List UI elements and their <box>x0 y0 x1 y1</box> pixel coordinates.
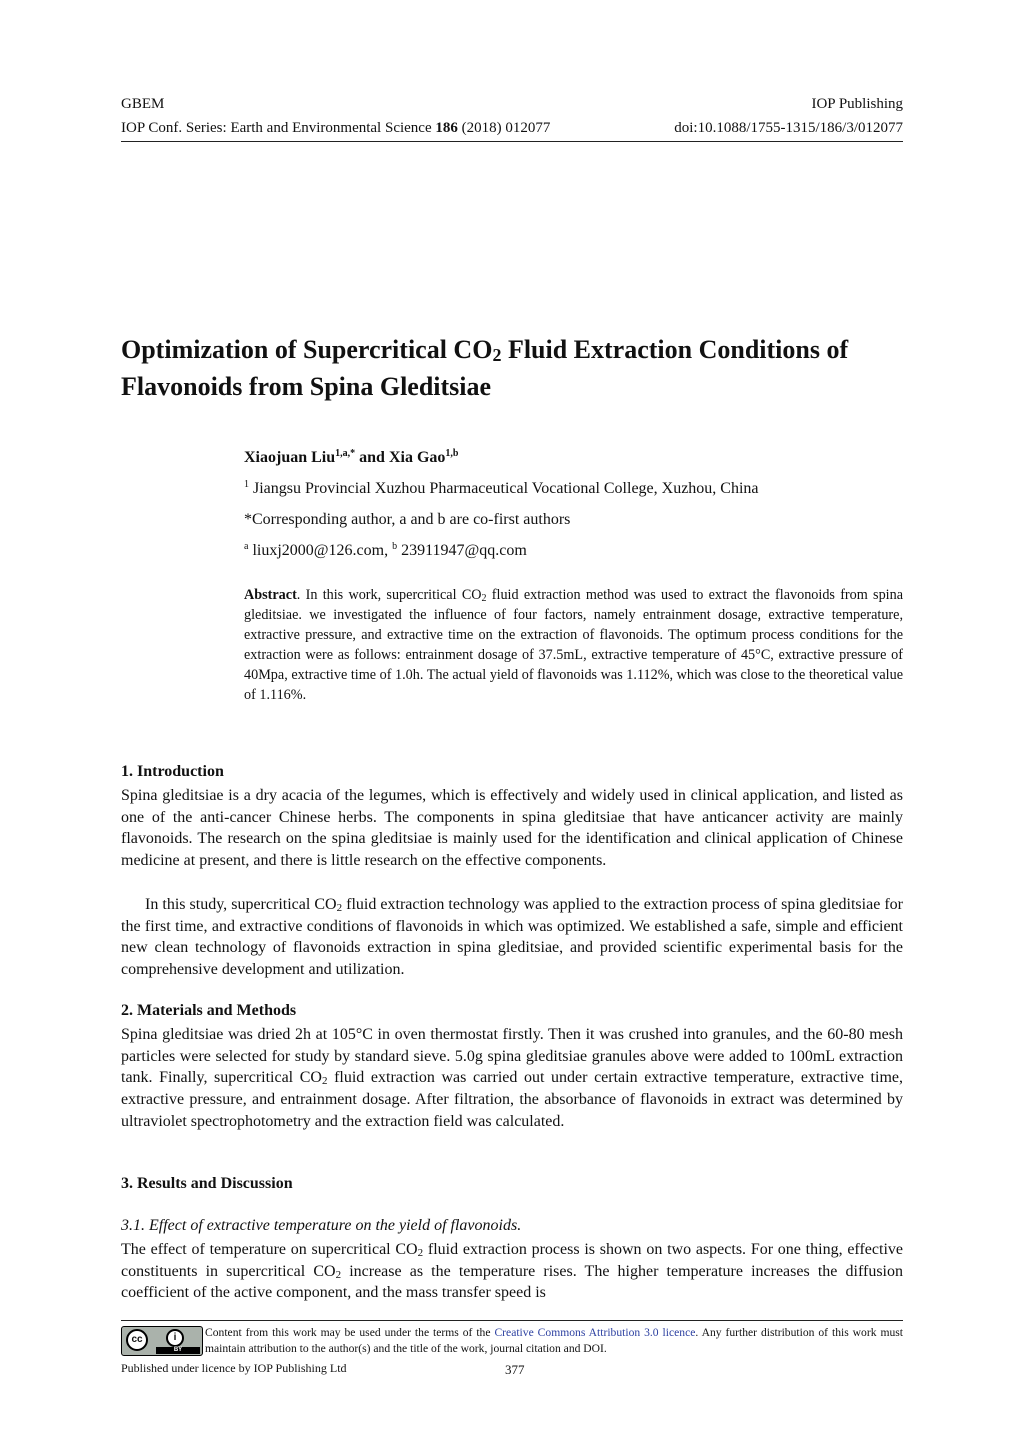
attribution-icon: i <box>166 1329 184 1347</box>
license-link[interactable]: Creative Commons Attribution 3.0 licence <box>494 1326 696 1339</box>
abstract-label: Abstract <box>244 587 297 603</box>
results-subheading: 3.1. Effect of extractive temperature on the yield of flavonoids. <box>121 1217 522 1234</box>
series-citation <box>121 120 550 137</box>
page-number: 377 <box>505 1362 525 1377</box>
results-text-a: The effect of temperature on supercritical CO <box>121 1241 418 1258</box>
results-text-c: increase as the temperature rises. The higher temperature increases the diffusion coefficient of the active component, and the mass transfer speed is <box>121 1262 903 1302</box>
doi: doi:10.1088/1755-1315/186/3/012077 <box>674 120 903 136</box>
license-notice <box>205 1325 903 1357</box>
published-notice: Published under licence by IOP Publishing Ltd <box>121 1361 347 1375</box>
abstract-text-1: . In this work, supercritical CO <box>296 587 482 603</box>
intro-p2-text-b: fluid extraction technology was applied to the extraction process of spina gleditsiae for the first time, and extractive conditions of flavonoids in which was optimized. We established a safe, simple and efficient new clean technology of flavonoids extraction in spina gleditsiae, and provided scientific experimental basis for the comprehensive development and utilization. <box>121 896 903 979</box>
series-prefix: IOP Conf. Series: Earth and Environmental Science <box>121 120 436 136</box>
cc-by-license-badge <box>121 1326 203 1356</box>
author-2: Xia Gao <box>388 449 446 466</box>
series-volume: 186 <box>435 120 458 136</box>
running-header-top <box>121 96 903 113</box>
intro-p2-text-a: In this study, supercritical CO <box>145 896 337 913</box>
series-suffix: (2018) 012077 <box>457 120 551 136</box>
title-part1: Optimization of Supercritical CO <box>121 335 493 364</box>
author-2-sup: 1,b <box>445 448 459 459</box>
by-label: BY <box>156 1347 200 1354</box>
paper-page <box>121 0 903 1448</box>
affiliation-text: Jiangsu Provincial Xuzhou Pharmaceutical Vocational College, Xuzhou, China <box>249 480 759 497</box>
results-text-b: fluid extraction process is shown on two aspects. For one thing, effective constituents in supercritical CO <box>121 1241 903 1280</box>
abstract-subscript: 2 <box>481 593 487 604</box>
header-rule <box>121 141 903 142</box>
paper-title <box>121 334 903 403</box>
title-subscript: 2 <box>492 345 502 365</box>
author-1-sup: 1,a,* <box>335 448 356 459</box>
running-header-series <box>121 120 903 137</box>
intro-p2-subscript: 2 <box>336 902 343 914</box>
email-a: liuxj2000@126.com, <box>248 542 393 559</box>
intro-paragraph-1: Spina gleditsiae is a dry acacia of the legumes, which is effectively and widely used in clinical application, and listed as one of the anti-cancer Chinese herbs. The components in spina gleditsiae that have anticancer activity are mainly flavonoids. The research on the spina gleditsiae is mainly used for the identification and clinical application of Chinese medicine at present, and there is little research on the effective components. <box>121 787 903 870</box>
author-list <box>244 449 903 467</box>
license-text-b: . Any further distribution of this work must maintain attribution to the author(s) and the title of the work, journal citation and DOI. <box>205 1326 903 1355</box>
results-paragraph <box>121 1239 903 1304</box>
results-subscript-1: 2 <box>417 1247 424 1259</box>
affiliation-sup: 1 <box>244 479 249 490</box>
abstract <box>244 585 903 705</box>
email-b-sup: b <box>392 541 398 552</box>
publisher-name: IOP Publishing <box>811 96 903 112</box>
methods-text-b: fluid extraction was carried out under certain extractive temperature, extractive time, extractive pressure, and entrainment dosage. After filtration, the absorbance of flavonoids in extract was determined by ultraviolet spectrophotometry and the extraction field was calculated. <box>121 1069 903 1130</box>
affiliation <box>244 480 903 498</box>
intro-paragraph-2 <box>121 894 903 981</box>
corresponding-note: *Corresponding author, a and b are co-first authors <box>244 511 571 528</box>
methods-text-a: Spina gleditsiae was dried 2h at 105°C in oven thermostat firstly. Then it was crushed into granules, and the 60-80 mesh particles were selected for study by standard sieve. 5.0g spina gleditsiae granules above were added to 100mL extraction tank. Finally, supercritical CO <box>121 1026 903 1087</box>
results-heading: 3. Results and Discussion <box>121 1175 293 1192</box>
email-b: 23911947@qq.com <box>397 542 527 559</box>
email-a-sup: a <box>244 541 249 552</box>
title-part2: Fluid Extraction Conditions of Flavonoids from Spina Gleditsiae <box>121 335 849 401</box>
results-subscript-2: 2 <box>335 1268 342 1281</box>
license-text-a: Content from this work may be used under the terms of the <box>205 1326 495 1339</box>
footer-rule <box>121 1320 903 1321</box>
methods-heading: 2. Materials and Methods <box>121 1002 297 1019</box>
intro-heading: 1. Introduction <box>121 763 224 780</box>
cc-icon: cc <box>126 1329 148 1351</box>
author-connector: and <box>355 449 389 466</box>
author-1: Xiaojuan Liu <box>244 449 336 466</box>
conference-name: GBEM <box>121 96 165 112</box>
methods-subscript: 2 <box>321 1075 328 1088</box>
author-emails <box>244 542 903 560</box>
methods-paragraph <box>121 1024 903 1133</box>
abstract-text-2: fluid extraction method was used to extract the flavonoids from spina gleditsiae. we investigated the influence of four factors, namely entrainment dosage, extractive temperature, extractive pressure, and extractive time on the extraction of flavonoids. The optimum process conditions for the extraction were as follows: entrainment dosage of 37.5mL, extractive temperature of 45°C, extractive pressure of 40Mpa, extractive time of 1.0h. The actual yield of flavonoids was 1.112%, which was close to the theoretical value of 1.116%. <box>244 587 903 703</box>
